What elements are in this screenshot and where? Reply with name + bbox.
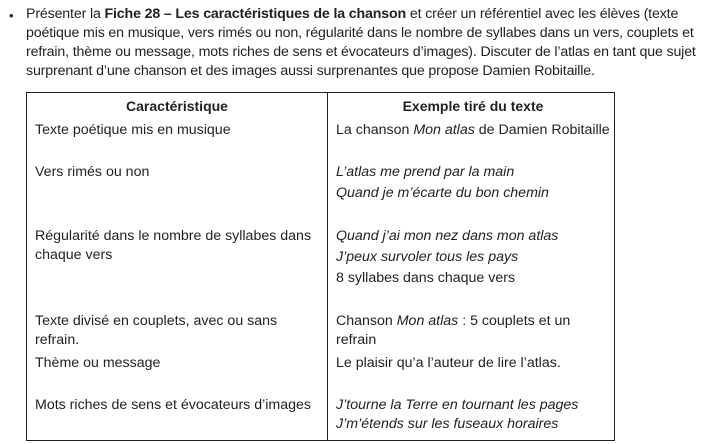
characteristic-cell [27, 163, 328, 227]
characteristic-cell [27, 312, 328, 354]
header-example: Exemple tiré du texte [402, 98, 544, 114]
characteristics-table [26, 92, 615, 441]
intro-before-bold: Présenter la [26, 6, 105, 22]
lyric-line: Quand j’ai mon nez dans mon atlas [336, 227, 559, 244]
characteristic-text: Thème ou message [35, 355, 161, 372]
example-text: refrain [336, 332, 377, 349]
example-cell [328, 163, 615, 227]
example-cell [328, 354, 615, 396]
example-post: de Damien Robitaille [474, 122, 610, 138]
characteristic-text: Texte poétique mis en musique [35, 122, 231, 138]
characteristic-cell [27, 396, 328, 441]
table-row [27, 227, 615, 313]
intro-after-bold: et créer un référentiel avec les élèves (texte poétique mis en musique, vers rimés ou non, régularité dans le nombre de syllabes dans un vers, couplets et refrain, thème ou message, mots riches de sens et évocateurs d’images). Discuter de l’atlas en tant que sujet surprenant d’une chanson et des images aussi surprenantes que propose Damien Robitaille. [26, 6, 696, 79]
characteristic-text: Mots riches de sens et évocateurs d’images [35, 396, 311, 413]
example-title-italic: Mon atlas [396, 313, 459, 330]
example-cell [328, 121, 615, 163]
example-cell [328, 396, 615, 441]
example-text: Le plaisir qu’a l’auteur de lire l’atlas. [336, 355, 561, 372]
example-post: : 5 couplets et un [458, 313, 571, 330]
lyric-line: J’m’étends sur les fuseaux horaires [336, 415, 559, 432]
characteristic-text: Régularité dans le nombre de syllabes dans [35, 227, 312, 244]
intro-bold-title: Fiche 28 – Les caractéristiques de la chanson [104, 6, 407, 22]
table-row [27, 163, 615, 227]
example-cell [328, 312, 615, 354]
characteristic-text: chaque vers [35, 246, 113, 263]
lyric-line: L’atlas me prend par la main [336, 163, 515, 180]
lyric-line: J’peux survoler tous les pays [336, 248, 519, 265]
lyric-line: J’tourne la Terre en tournant les pages [336, 396, 579, 413]
table-row [27, 312, 615, 354]
example-title-italic: Mon atlas [413, 122, 475, 138]
characteristic-cell [27, 227, 328, 313]
example-note: 8 syllabes dans chaque vers [336, 269, 516, 286]
example-pre: Chanson [336, 313, 397, 330]
example-text [336, 121, 610, 140]
example-text [336, 312, 610, 331]
characteristic-text: Vers rimés ou non [35, 163, 150, 180]
bullet-icon: • [9, 8, 14, 23]
table-row [27, 121, 615, 163]
characteristic-text: Texte divisé en couplets, avec ou sans [35, 313, 278, 330]
characteristic-cell [27, 354, 328, 396]
table-header-row [27, 93, 615, 122]
example-cell [328, 227, 615, 313]
intro-text [26, 5, 699, 81]
characteristic-cell [27, 121, 328, 163]
intro-paragraph [9, 5, 699, 81]
table-row [27, 354, 615, 396]
lyric-line: Quand je m’écarte du bon chemin [336, 184, 549, 201]
header-characteristic: Caractéristique [27, 93, 328, 122]
table-row [27, 396, 615, 441]
example-pre: La chanson [336, 122, 414, 138]
characteristic-text: refrain. [35, 332, 80, 349]
